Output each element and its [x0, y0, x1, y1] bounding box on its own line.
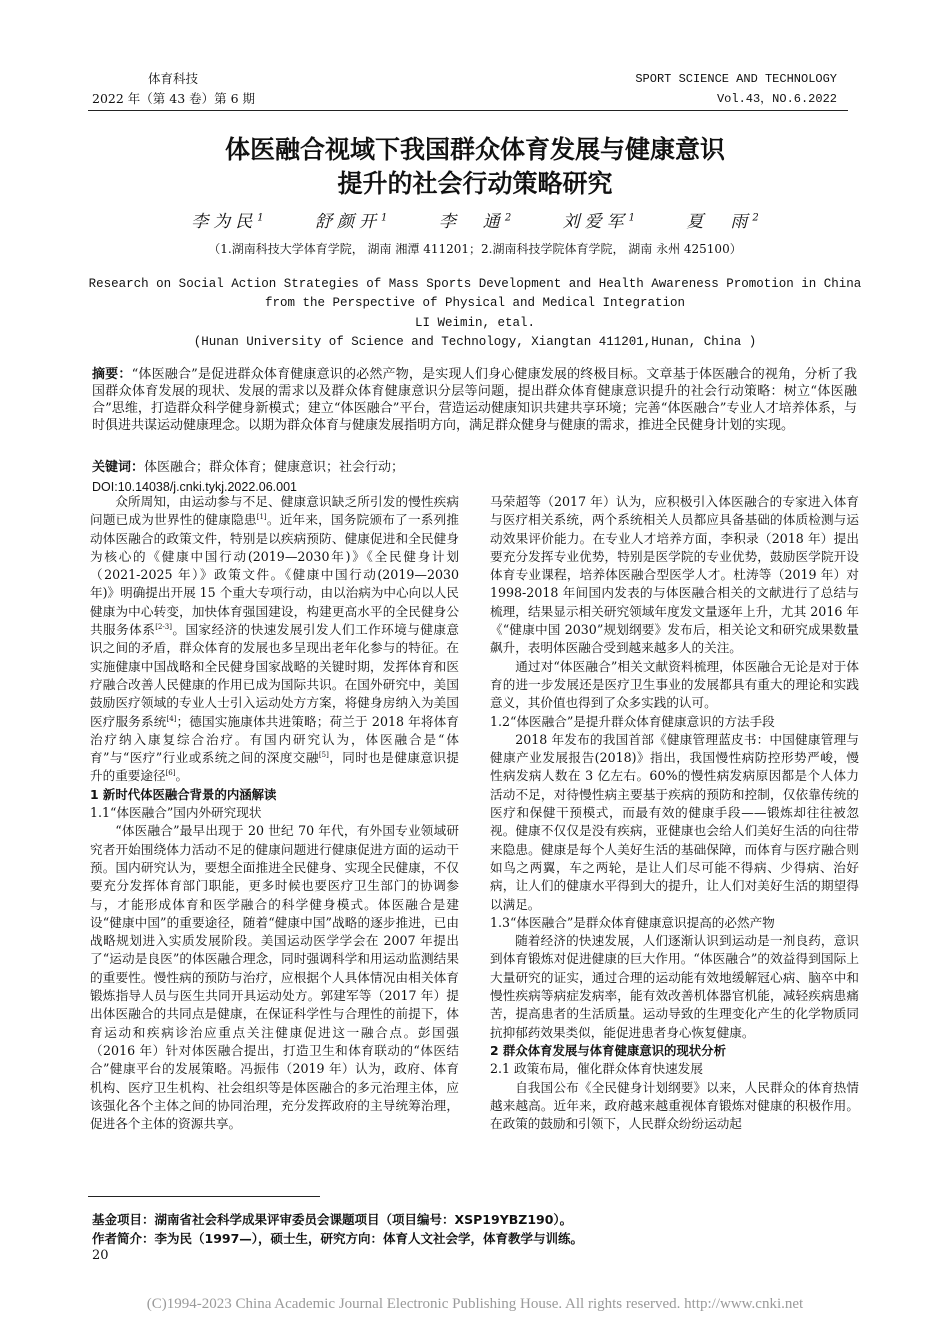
keywords	[92, 459, 857, 476]
author-list	[0, 207, 950, 232]
abstract	[92, 366, 857, 434]
issue-cn: 2022 年（第 43 卷）第 6 期	[92, 91, 256, 106]
english-author: LI Weimin, etal.	[414, 316, 536, 330]
keywords-text: 体医融合；群众体育；健康意识；社会行动；	[144, 460, 405, 475]
subsection-heading: 2.1 政策布局，催化群众体育快速发展	[490, 1061, 703, 1077]
body-paragraph: 马荣超等（2017 年）认为，应积极引入体医融合的专家进入体育与医疗相关系统，两个系统相关人员都应具备基础的体质检测与运动效果评价能力。在专业人才培养方面，李积录（2018 年）提出要充分发挥专业优势，特别是医学院的专业优势，鼓励医学院开设体育专业课程，培养体医融合型医学人才。杜涛等（2019 年）对 1998-2018 年间国内发表的与体医融合相关的文献进行了总结与梳理，结果显示相关研究领域年度发文量逐年上升，尤其 2016 年《“健康中国 2030”规划纲要》发布后，相关论文和研究成果数量飙升，表明体医融合受到越来越多人的关注。	[490, 494, 859, 656]
fund-note: 基金项目：湖南省社会科学成果评审委员会课题项目（项目编号：XSP19YBZ190）。	[92, 1212, 573, 1227]
intro-paragraph: 众所周知，由运动参与不足、健康意识缺乏所引发的慢性疾病问题已成为世界性的健康隐患[1]。近年来，国务院颁布了一系列推动体医融合的政策文件，特别是以疾病预防、健康促进和全民健身为核心的《健康中国行动(2019—2030年)》《全民健身计划（2021-2025 年）》政策文件。《健康中国行动(2019—2030 年)》明确提出开展 15 个重大专项行动，由以治病为中心向以人民健康为中心转变，加快体育强国建设，构建更高水平的全民健身公共服务体系[2-3]。国家经济的快速发展引发人们工作环境与健康意识之间的矛盾，群众体育的发展也多呈现出老年化参与的特征。在实施健康中国战略和全民健身国家战略的关键时期，发挥体育和医疗融合改善人民健康的作用已成为国际共识。在国外研究中，美国鼓励医疗领域的专业人士引入运动处方方案，将健身房纳入为美国医疗服务系统[4]；德国实施康体共进策略；荷兰于 2018 年将体育治疗纳入康复综合治疗。有国内研究认为，体医融合是“体育”与“医疗”行业或系统之间的深度交融[5]，同时也是健康意识提升的重要途径[6]。	[90, 494, 460, 784]
english-title-line-2: from the Perspective of Physical and Medical Integration	[264, 296, 686, 310]
left-column	[90, 493, 459, 1133]
journal-name-en: SPORT SCIENCE AND TECHNOLOGY	[635, 72, 837, 86]
title-line-1: 体医融合视域下我国群众体育发展与健康意识	[224, 135, 725, 164]
keywords-label: 关键词：	[92, 460, 145, 475]
english-title-line-1: Research on Social Action Strategies of Mass Sports Development and Health Awareness Promotion in China	[88, 277, 862, 291]
footnote-rule	[88, 1196, 320, 1197]
section-heading: 1 新时代体医融合背景的内涵解读	[90, 786, 277, 802]
title-line-2: 提升的社会行动策略研究	[337, 169, 613, 198]
subsection-heading: 1.3“体医融合”是群众体育健康意识提高的必然产物	[490, 914, 775, 930]
page-number: 20	[92, 1248, 109, 1263]
body-paragraph: 随着经济的快速发展，人们逐渐认识到运动是一剂良药，意识到体育锻炼对促进健康的巨大作用。“体医融合”的效益得到国际上大量研究的证实，通过合理的运动能有效地缓解冠心病、脑卒中和慢性疾病等病症发病率，能有效改善机体器官机能，减轻疾病患痛苦，提高患者的生活质量。运动导致的生理变化产生的化学物质同抗抑郁药效果类似，能促进患者身心恢复健康。	[490, 933, 859, 1040]
affiliations: （1.湖南科技大学体育学院， 湖南 湘潭 411201；2.湖南科技学院体育学院， 湖南 永州 425100）	[208, 242, 742, 256]
subsection-heading: 1.2“体医融合”是提升群众体育健康意识的方法手段	[490, 713, 775, 729]
author: 夏 雨$^2$	[686, 212, 759, 232]
copyright-watermark: (C)1994-2023 China Academic Journal Electronic Publishing House. All rights reserved. http://www.cnki.net	[146, 1296, 804, 1312]
author: 舒颜开$^1$	[315, 212, 388, 232]
body-paragraph: 自我国公布《全民健身计划纲要》以来，人民群众的体育热情越来越高。近年来，政府越来越重视体育锻炼对健康的积极作用。在政策的鼓励和引领下，人民群众纷纷运动起	[490, 1079, 859, 1132]
section-heading: 2 群众体育发展与体育健康意识的现状分析	[490, 1042, 726, 1058]
english-affiliation: (Hunan University of Science and Technology, Xiangtan 411201,Hunan, China )	[193, 335, 757, 349]
header-rule	[88, 110, 848, 111]
body-paragraph: 通过对“体医融合”相关文献资料梳理，体医融合无论是对于体育的进一步发展还是医疗卫生事业的发展都具有重大的理论和实践意义，其价值也得到了众多实践的认可。	[490, 658, 859, 711]
subsection-heading: 1.1“体医融合”国内外研究现状	[90, 805, 262, 821]
body-paragraph: “体医融合”最早出现于 20 世纪 70 年代，有外国专业领域研究者开始围绕体力活动不足的健康问题进行健康促进方面的运动干预。国内研究认为，要想全面推进全民健身、实现全民健康，不仅要充分发挥体育部门职能，更多时候也要医疗卫生部门的协调参与，才能形成体育和医学融合的科学健身模式。体医融合是建设“健康中国”的重要途径，随着“健康中国”战略的逐步推进，已由战略规划进入实质发展阶段。美国运动医学学会在 2007 年提出了“运动是良医”的体医融合理念，同时强调科学和用运动监测结果的重要性。慢性病的预防与治疗，应根据个人具体情况由相关体育锻炼指导人员与医生共同开具运动处方。郭建军等（2017 年）提出体医融合的共同点是健康，在保证科学性与合理性的前提下，体育运动和疾病诊治应重点关注健康促进这一融合点。彭国强（2016 年）针对体医融合提出，打造卫生和体育联动的“体医结合”健康平台的发展策略。冯振伟（2019 年）认为，政府、体育机构、医疗卫生机构、社会组织等是体医融合的多元治理主体，应该强化各个主体之间的协同治理，充分发挥政府的主导统筹治理，促进各个主体的资源共享。	[90, 823, 459, 1132]
body-paragraph: 2018 年发布的我国首部《健康管理蓝皮书：中国健康管理与健康产业发展报告(2018)》指出，我国慢性病防控形势严峻，慢性病发病人数在 3 亿左右。60%的慢性病发病原因都是个人体力活动不足，对待慢性病主要基于疾病的预防和控制，仅依靠传统的医疗和保健干预模式，而最有效的健康手段——锻炼却往往被忽视。健康不仅仅是没有疾病，亚健康也会给人们美好生活的向往带来隐患。健康是每个人美好生活的基础保障，而体育与医疗融合则如鸟之两翼，车之两轮，是让人们尽可能不得病、少得病、治好病，让人们的健康水平得到大的提升，让人们对美好生活的期望得以满足。	[490, 731, 859, 912]
author: 刘爱军$^1$	[562, 212, 635, 232]
journal-name-cn: 体育科技	[148, 71, 199, 86]
right-column	[490, 493, 859, 1133]
author-note: 作者简介：李为民（1997—），硕士生，研究方向：体育人文社会学，体育教学与训练。	[92, 1231, 584, 1246]
author: 李 通$^2$	[438, 212, 512, 232]
abstract-text: “体医融合”是促进群众体育健康意识的必然产物，是实现人们身心健康发展的终极目标。文章基于体医融合的视角，分析了我国群众体育发展的现状、发展的需求以及群众体育健康意识分层等问题，提出群众体育健康意识提升的社会行动策略：树立“体医融合”思维，打造群众科学健身新模式；建立“体医融合”平台，营造运动健康知识共建共享环境；完善“体医融合”专业人才培养体系，与时俱进共谋运动健康理念。以期为群众体育与健康发展指明方向，满足群众健身与健康的需求，推进全民健身计划的实现。	[92, 367, 857, 433]
doi: DOI:10.14038/j.cnki.tykj.2022.06.001	[92, 480, 297, 494]
issue-en: Vol.43，NO.6.2022	[716, 92, 837, 106]
abstract-label: 摘要：	[92, 367, 132, 382]
author: 李为民$^1$	[191, 212, 264, 232]
